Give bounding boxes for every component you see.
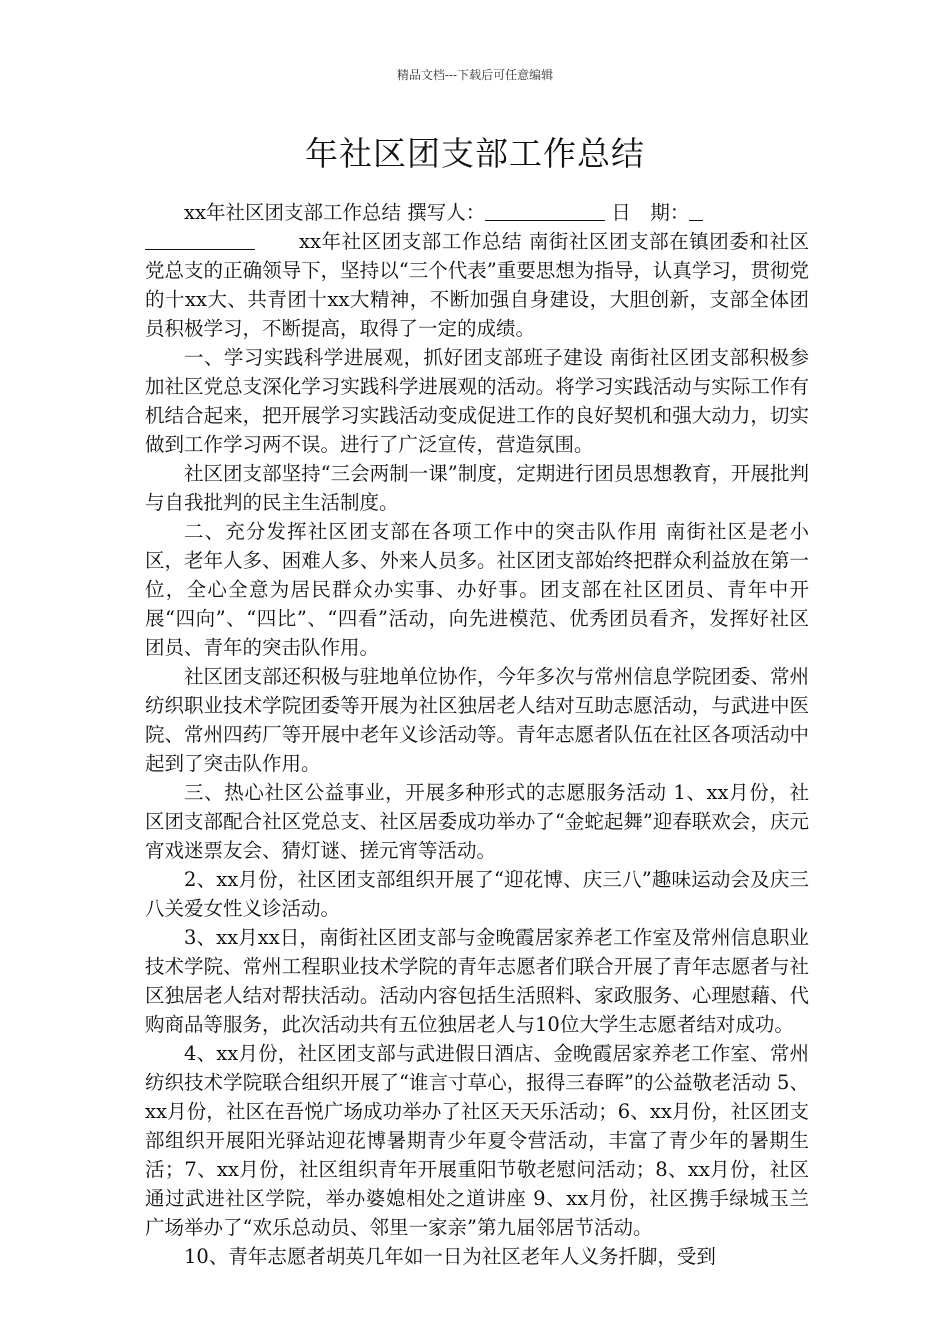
paragraph: 二、充分发挥社区团支部在各项工作中的突击队作用 南街社区是老小区，老年人多、困难人多、外来人员多。社区团支部始终把群众利益放在第一位，全心全意为居民群众办实事、办好事。团支部在社区团员、青年中开展“四向”、“四比”、“四看”活动，向先进模范、优秀团员看齐，发挥好社区团员、青年的突击队作用。 xyxy=(145,520,809,659)
meta-doc-name: xx年社区团支部工作总结 xyxy=(184,201,401,224)
document-body xyxy=(145,198,809,1271)
paragraph: xx年社区团支部工作总结 南街社区团支部在镇团委和社区党总支的正确领导下，坚持以“三个代表”重要思想为指导，认真学习，贯彻党的十xx大、共青团十xx大精神，不断加强自身建设，大胆创新，支部全体团员积极学习，不断提高，取得了一定的成绩。 xyxy=(145,230,809,340)
author-label: 撰写人： xyxy=(407,201,486,224)
meta-line xyxy=(145,198,809,227)
paragraph: 4、xx月份，社区团支部与武进假日酒店、金晚霞居家养老工作室、常州纺织技术学院联合组织开展了“谁言寸草心，报得三春晖”的公益敬老活动 5、xx月份，社区在吾悦广场成功举办了社区天天乐活动；6、xx月份，社区团支部组织开展阳光驿站迎花博暑期青少年夏令营活动，丰富了青少年的暑期生活；7、xx月份，社区组织青年开展重阳节敬老慰问活动；8、xx月份，社区通过武进社区学院，举办婆媳相处之道讲座 9、xx月份，社区携手绿城玉兰广场举办了“欢乐总动员、邻里一家亲”第九届邻居节活动。 xyxy=(145,1042,809,1239)
paragraph: 社区团支部坚持“三会两制一课”制度，定期进行团员思想教育，开展批判与自我批判的民主生活制度。 xyxy=(145,462,809,514)
paragraph: 一、学习实践科学进展观，抓好团支部班子建设 南街社区团支部积极参加社区党总支深化学习实践科学进展观的活动。将学习实践活动与实际工作有机结合起来，把开展学习实践活动变成促进工作的良好契机和强大动力，切实做到工作学习两不误。进行了广泛宣传，营造氛围。 xyxy=(145,346,809,456)
paragraph: 社区团支部还积极与驻地单位协作，今年多次与常州信息学院团委、常州纺织职业技术学院团委等开展为社区独居老人结对互助志愿活动，与武进中医院、常州四药厂等开展中老年义诊活动等。青年志愿者队伍在社区各项活动中起到了突击队作用。 xyxy=(145,665,809,775)
author-blank xyxy=(485,202,605,221)
paragraph: 2、xx月份，社区团支部组织开展了“迎花博、庆三八”趣味运动会及庆三八关爱女性义诊活动。 xyxy=(145,868,809,920)
document-title: 年社区团支部工作总结 xyxy=(305,134,645,173)
page-header-note: 精品文档---下载后可任意编辑 xyxy=(396,68,554,82)
date-blank xyxy=(689,202,703,221)
paragraph: 10、青年志愿者胡英几年如一日为社区老年人义务扦脚，受到 xyxy=(184,1245,716,1268)
paragraph: 三、热心社区公益事业，开展多种形式的志愿服务活动 1、xx月份，社区团支部配合社区党总支、社区居委成功举办了“金蛇起舞”迎春联欢会，庆元宵戏迷票友会、猜灯谜、搓元宵等活动。 xyxy=(145,781,809,862)
date-blank-continued xyxy=(145,231,255,250)
paragraph: 3、xx月xx日，南街社区团支部与金晚霞居家养老工作室及常州信息职业技术学院、常州工程职业技术学院的青年志愿者们联合开展了青年志愿者与社区独居老人结对帮扶活动。活动内容包括生活照料、家政服务、心理慰藉、代购商品等服务，此次活动共有五位独居老人与10位大学生志愿者结对成功。 xyxy=(145,926,809,1036)
date-label: 日 期： xyxy=(611,201,690,224)
